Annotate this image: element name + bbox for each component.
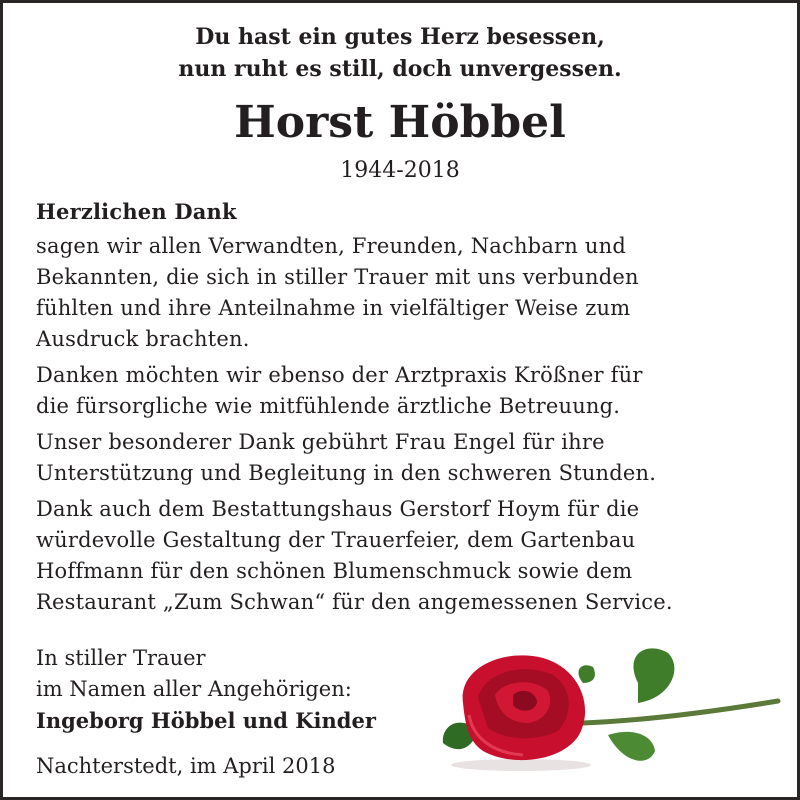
text-line: Unser besonderer Dank gebührt Frau Engel für ihre xyxy=(36,430,605,454)
motto-line: nun ruht es still, doch unvergessen. xyxy=(178,56,622,82)
thanks-paragraph xyxy=(36,494,776,618)
motto-line: Du hast ein gutes Herz besessen, xyxy=(195,24,605,50)
leaf-large xyxy=(633,648,674,703)
leaf-lower xyxy=(608,732,655,761)
text-line: Restaurant „Zum Schwan“ für den angemessenen Service. xyxy=(36,590,673,614)
text-line: fühlten und ihre Anteilnahme in vielfältiger Weise zum xyxy=(36,296,631,320)
text-line: Hoffmann für den schönen Blumenschmuck sowie dem xyxy=(36,559,633,583)
thanks-paragraph xyxy=(36,427,776,489)
text-line: Dank auch dem Bestattungshaus Gerstorf Hoym für die xyxy=(36,497,640,521)
motto-verse xyxy=(3,21,797,85)
text-line: die fürsorgliche wie mitfühlende ärztliche Betreuung. xyxy=(36,394,621,418)
text-line: würdevolle Gestaltung der Trauerfeier, dem Gartenbau xyxy=(36,528,636,552)
thanks-text xyxy=(36,196,776,623)
rose-stem xyxy=(583,701,778,723)
thanks-paragraph xyxy=(36,360,776,422)
closing-block xyxy=(36,643,456,782)
thanks-paragraph xyxy=(36,231,776,355)
leaf-small xyxy=(578,665,594,683)
signatories: Ingeborg Höbbel und Kinder xyxy=(36,708,376,733)
text-line: Ausdruck brachten. xyxy=(36,327,250,351)
place-date: Nachterstedt, im April 2018 xyxy=(36,754,336,778)
rose-image xyxy=(433,643,783,773)
life-years: 1944-2018 xyxy=(340,158,460,183)
text-line: sagen wir allen Verwandten, Freunden, Nachbarn und xyxy=(36,234,626,258)
deceased-name: Horst Höbbel xyxy=(234,97,566,148)
rose-shadow xyxy=(451,759,591,771)
text-line: Unterstützung und Begleitung in den schweren Stunden. xyxy=(36,461,657,485)
closing-line: im Namen aller Angehörigen: xyxy=(36,677,352,701)
closing-line: In stiller Trauer xyxy=(36,646,206,670)
text-line: Bekannten, die sich in stiller Trauer mit uns verbunden xyxy=(36,265,639,289)
text-line: Danken möchten wir ebenso der Arztpraxis Krößner für xyxy=(36,363,643,387)
thanks-heading: Herzlichen Dank xyxy=(36,199,237,224)
